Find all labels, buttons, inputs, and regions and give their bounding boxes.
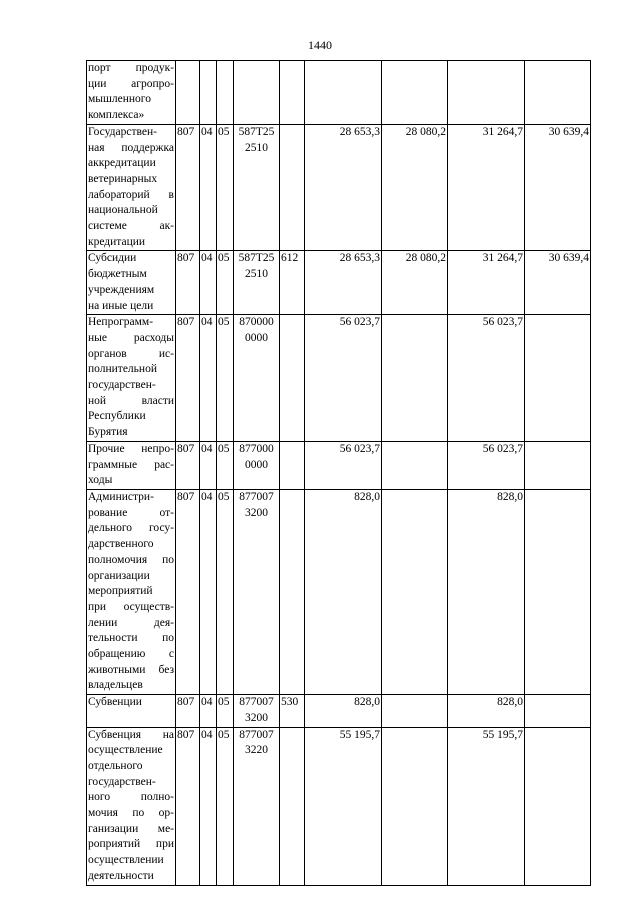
amount-cell-1: 56 023,7 [305, 441, 382, 489]
table-row [87, 124, 591, 251]
table-body [87, 61, 591, 886]
amount-cell-2 [382, 489, 448, 694]
expense-name-line: порт продук- [88, 62, 174, 74]
expense-name-cell [87, 124, 176, 251]
amount-cell-4 [525, 441, 591, 489]
expense-name-cell [87, 251, 176, 315]
target-article-code-cell: 877000 0000 [234, 441, 280, 489]
amount-cell-2 [382, 441, 448, 489]
expense-type-code-cell [280, 727, 305, 885]
amount-cell-4 [525, 695, 591, 727]
expense-name-line: Субсидии [88, 252, 137, 265]
subsection-code-cell [217, 61, 234, 125]
amount-cell-2 [382, 695, 448, 727]
expense-name-line: обращению с [88, 648, 174, 661]
expense-name-line: Республики [88, 410, 146, 423]
section-code-cell: 04 [200, 695, 217, 727]
expense-name-line: ные расходы [88, 331, 174, 344]
amount-cell-3: 828,0 [448, 695, 525, 727]
expense-type-code-cell [280, 441, 305, 489]
amount-cell-3: 55 195,7 [448, 727, 525, 885]
expense-name-line: Бурятия [88, 426, 128, 439]
expense-name-line: полномочия по [88, 553, 174, 566]
ministry-code-cell [176, 61, 200, 125]
expense-type-code-cell: 530 [280, 695, 305, 727]
expense-name-line: животными без [88, 663, 174, 676]
ministry-code-cell: 807 [176, 441, 200, 489]
target-article-code-cell: 587Т25 2510 [234, 251, 280, 315]
amount-cell-3: 31 264,7 [448, 251, 525, 315]
expense-name-cell [87, 727, 176, 885]
expense-name-line: ной власти [88, 394, 174, 407]
expense-type-code-cell [280, 315, 305, 442]
section-code-cell: 04 [200, 489, 217, 694]
expense-name-line: организации [88, 569, 150, 582]
section-code-cell: 04 [200, 251, 217, 315]
target-article-code-cell [234, 61, 280, 125]
expense-name-line: дельного госу- [88, 522, 174, 535]
expense-name-line: при осуществ- [88, 600, 174, 613]
amount-cell-4: 30 639,4 [525, 124, 591, 251]
ministry-code-cell: 807 [176, 315, 200, 442]
expense-name-line: граммные рас- [88, 458, 174, 471]
amount-cell-3: 31 264,7 [448, 124, 525, 251]
expense-name-line: Субвенции [88, 696, 142, 709]
target-article-code-cell: 877007 3200 [234, 695, 280, 727]
table-row [87, 489, 591, 694]
expense-name-line: ного полно- [88, 791, 174, 804]
expense-name-line: национальной [88, 204, 158, 217]
expense-name-line: бюджетным [88, 268, 147, 281]
ministry-code-cell: 807 [176, 251, 200, 315]
expense-name-line: мышленного [88, 93, 151, 106]
subsection-code-cell: 05 [217, 489, 234, 694]
section-code-cell: 04 [200, 727, 217, 885]
amount-cell-4 [525, 727, 591, 885]
section-code-cell [200, 61, 217, 125]
subsection-code-cell: 05 [217, 727, 234, 885]
expense-name-line: полнительной [88, 363, 157, 376]
amount-cell-1 [305, 61, 382, 125]
expense-name-line: государствен- [88, 775, 156, 788]
amount-cell-2 [382, 315, 448, 442]
expense-name-line: Непрограмм- [88, 316, 154, 329]
expense-name-line: ганизации ме- [88, 822, 174, 835]
section-code-cell: 04 [200, 315, 217, 442]
section-code-cell: 04 [200, 124, 217, 251]
expense-name-line: ходы [88, 474, 113, 487]
page-number: 1440 [308, 38, 332, 52]
expense-name-line: государствен- [88, 379, 156, 392]
table-row [87, 251, 591, 315]
table-row [87, 695, 591, 727]
amount-cell-4 [525, 315, 591, 442]
expense-name-line: ции агропро- [88, 77, 174, 90]
expense-name-line: осуществлении [88, 854, 164, 867]
subsection-code-cell: 05 [217, 124, 234, 251]
amount-cell-1: 828,0 [305, 695, 382, 727]
table-row [87, 441, 591, 489]
table-row [87, 315, 591, 442]
expense-name-line: рование от- [88, 506, 174, 519]
expense-name-cell [87, 61, 176, 125]
expense-name-line: комплекса» [88, 109, 145, 122]
expense-name-line: Субвенция на [88, 728, 174, 741]
amount-cell-2 [382, 61, 448, 125]
expense-type-code-cell: 612 [280, 251, 305, 315]
section-code-cell: 04 [200, 441, 217, 489]
target-article-code-cell: 877007 3200 [234, 489, 280, 694]
amount-cell-2 [382, 727, 448, 885]
expense-name-line: системе ак- [88, 220, 174, 233]
expense-name-line: дарственного [88, 538, 154, 551]
expense-name-line: тельности по [88, 632, 174, 645]
expense-name-line: ветеринарных [88, 172, 158, 185]
expense-name-line: Государствен- [88, 125, 157, 138]
amount-cell-1: 828,0 [305, 489, 382, 694]
budget-table [86, 60, 591, 886]
table-row [87, 727, 591, 885]
expense-name-line: аккредитации [88, 157, 156, 170]
target-article-code-cell: 877007 3220 [234, 727, 280, 885]
expense-name-line: мочия по ор- [88, 807, 174, 820]
expense-name-cell [87, 695, 176, 727]
expense-name-line: отдельного [88, 759, 143, 772]
expense-type-code-cell [280, 124, 305, 251]
amount-cell-1: 28 653,3 [305, 251, 382, 315]
amount-cell-4 [525, 61, 591, 125]
expense-name-line: мероприятий [88, 585, 153, 598]
expense-name-line: лении дея- [88, 616, 174, 629]
expense-name-line: ная поддержка [88, 141, 174, 154]
amount-cell-3: 56 023,7 [448, 315, 525, 442]
target-article-code-cell: 587Т25 2510 [234, 124, 280, 251]
expense-name-line: владельцев [88, 679, 143, 692]
expense-name-line: лабораторий в [88, 188, 174, 201]
amount-cell-3 [448, 61, 525, 125]
subsection-code-cell: 05 [217, 315, 234, 442]
amount-cell-2: 28 080,2 [382, 124, 448, 251]
ministry-code-cell: 807 [176, 727, 200, 885]
expense-name-line: на иные цели [88, 299, 154, 312]
amount-cell-3: 828,0 [448, 489, 525, 694]
expense-name-line: роприятий при [88, 838, 174, 851]
expense-name-cell [87, 489, 176, 694]
expense-name-line: Прочие непро- [88, 442, 174, 455]
expense-name-cell [87, 441, 176, 489]
subsection-code-cell: 05 [217, 251, 234, 315]
expense-name-line: кредитации [88, 235, 146, 248]
amount-cell-2: 28 080,2 [382, 251, 448, 315]
amount-cell-1: 56 023,7 [305, 315, 382, 442]
subsection-code-cell: 05 [217, 695, 234, 727]
amount-cell-4: 30 639,4 [525, 251, 591, 315]
expense-name-line: осуществление [88, 744, 163, 757]
ministry-code-cell: 807 [176, 695, 200, 727]
expense-name-cell [87, 315, 176, 442]
expense-type-code-cell [280, 489, 305, 694]
amount-cell-4 [525, 489, 591, 694]
ministry-code-cell: 807 [176, 489, 200, 694]
ministry-code-cell: 807 [176, 124, 200, 251]
expense-name-line: Администри- [88, 490, 154, 503]
amount-cell-3: 56 023,7 [448, 441, 525, 489]
expense-name-line: учреждениям [88, 283, 155, 296]
target-article-code-cell: 870000 0000 [234, 315, 280, 442]
expense-type-code-cell [280, 61, 305, 125]
amount-cell-1: 28 653,3 [305, 124, 382, 251]
amount-cell-1: 55 195,7 [305, 727, 382, 885]
expense-name-line: органов ис- [88, 347, 174, 360]
expense-name-line: деятельности [88, 869, 154, 882]
subsection-code-cell: 05 [217, 441, 234, 489]
table-row [87, 61, 591, 125]
